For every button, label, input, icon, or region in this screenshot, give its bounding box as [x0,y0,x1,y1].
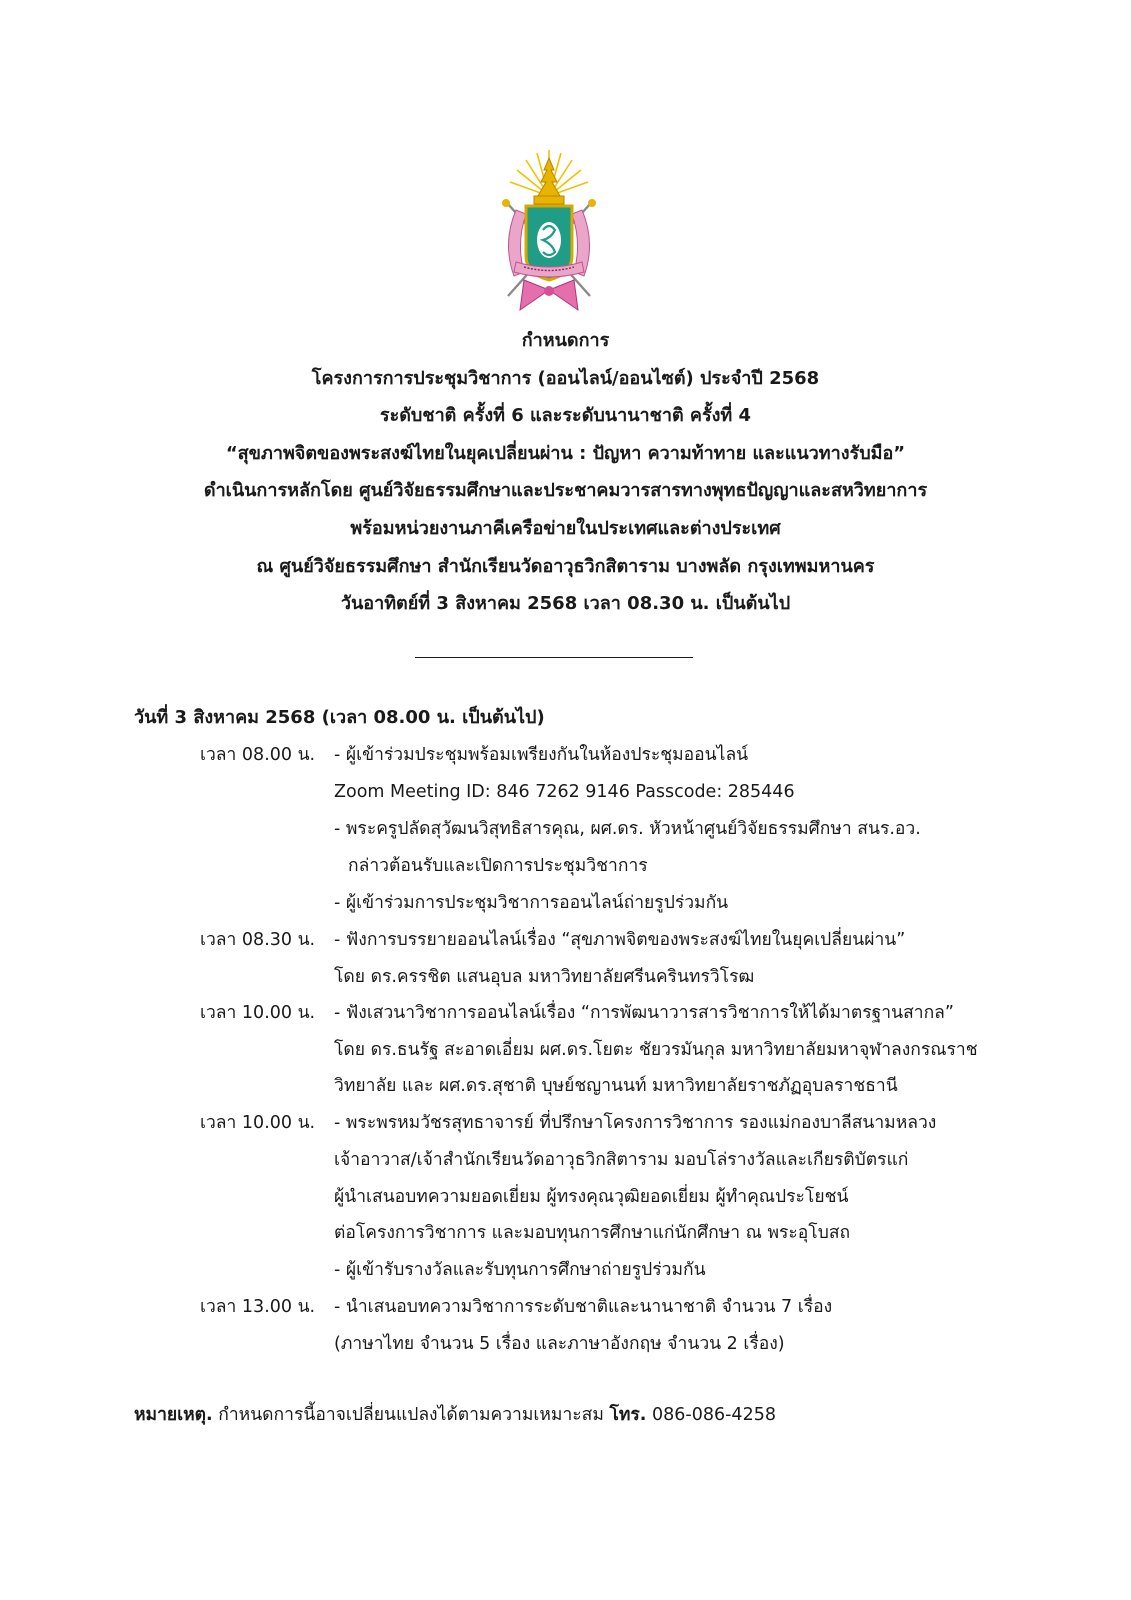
schedule-time: เวลา 08.00 น. [200,745,316,765]
document-header [100,322,1031,623]
schedule-line: - ฟังเสวนาวิชาการออนไลน์เรื่อง “การพัฒนาวารสารวิชาการให้ได้มาตรฐานสากล” [334,1003,954,1023]
schedule-line: ต่อโครงการวิชาการ และมอบทุนการศึกษาแก่นักศึกษา ณ พระอุโบสถ [334,1223,851,1243]
phone-number: 086-086-4258 [646,1405,776,1425]
schedule-line: วิทยาลัย และ ผศ.ดร.สุชาติ บุษย์ชญานนท์ มหาวิทยาลัยราชภัฏอุบลราชธานี [334,1076,898,1096]
footnote [134,1402,776,1428]
schedule-date-heading: วันที่ 3 สิงหาคม 2568 (เวลา 08.00 น. เป็นต้นไป) [134,707,545,728]
schedule-line: โดย ดร.ครรชิต แสนอุบล มหาวิทยาลัยศรีนครินทรวิโรฒ [334,967,755,987]
schedule-time: เวลา 08.30 น. [200,930,316,950]
schedule-time: เวลา 10.00 น. [200,1003,316,1023]
header-conference-theme: “สุขภาพจิตของพระสงฆ์ไทยในยุคเปลี่ยนผ่าน : ปัญหา ความท้าทาย และแนวทางรับมือ” [225,442,906,464]
schedule-line: Zoom Meeting ID: 846 7262 9146 Passcode: 285446 [334,782,795,802]
footnote-text: กำหนดการนี้อาจเปลี่ยนแปลงได้ตามความเหมาะสม [212,1405,610,1425]
schedule-time: เวลา 13.00 น. [200,1297,316,1317]
header-organizer: ดำเนินการหลักโดย ศูนย์วิจัยธรรมศึกษาและประชาคมวารสารทางพุทธปัญญาและสหวิทยาการ [203,480,928,502]
schedule-line: - พระพรหมวัชรสุทธาจารย์ ที่ปรึกษาโครงการวิชาการ รองแม่กองบาลีสนามหลวง [334,1113,937,1133]
schedule-line: - ผู้เข้าร่วมประชุมพร้อมเพรียงกันในห้องประชุมออนไลน์ [334,745,749,765]
schedule-line: เจ้าอาวาส/เจ้าสำนักเรียนวัดอาวุธวิกสิตาราม มอบโล่รางวัลและเกียรติบัตรแก่ [334,1150,909,1170]
header-title: กำหนดการ [521,330,610,351]
schedule-line: - พระครูปลัดสุวัฒนวิสุทธิสารคุณ, ผศ.ดร. หัวหน้าศูนย์วิจัยธรรมศึกษา สนร.อว. [334,819,921,839]
schedule-line: ผู้นำเสนอบทความยอดเยี่ยม ผู้ทรงคุณวุฒิยอดเยี่ยม ผู้ทำคุณประโยชน์ [334,1187,849,1207]
schedule-line: (ภาษาไทย จำนวน 5 เรื่อง และภาษาอังกฤษ จำนวน 2 เรื่อง) [334,1334,785,1354]
schedule-line: กล่าวต้อนรับและเปิดการประชุมวิชาการ [348,856,648,876]
header-conference-level: ระดับชาติ ครั้งที่ 6 และระดับนานาชาติ ครั้งที่ 4 [379,405,752,427]
header-event-date: วันอาทิตย์ที่ 3 สิงหาคม 2568 เวลา 08.30 น. เป็นต้นไป [340,593,791,615]
schedule-time: เวลา 10.00 น. [200,1113,316,1133]
header-project-name: โครงการการประชุมวิชาการ (ออนไลน์/ออนไซต์) ประจำปี 2568 [311,367,820,389]
schedule-line: โดย ดร.ธนรัฐ สะอาดเอี่ยม ผศ.ดร.โยตะ ชัยวรมันกุล มหาวิทยาลัยมหาจุฬาลงกรณราช [334,1040,978,1060]
phone-label: โทร. [609,1405,647,1425]
schedule-line: - นำเสนอบทความวิชาการระดับชาติและนานาชาติ จำนวน 7 เรื่อง [334,1297,833,1317]
temple-emblem-icon [494,148,604,316]
header-venue: ณ ศูนย์วิจัยธรรมศึกษา สำนักเรียนวัดอาวุธวิกสิตาราม บางพลัด กรุงเทพมหานคร [256,555,875,577]
schedule-line: - ฟังการบรรยายออนไลน์เรื่อง “สุขภาพจิตของพระสงฆ์ไทยในยุคเปลี่ยนผ่าน” [334,930,906,950]
header-partners: พร้อมหน่วยงานภาคีเครือข่ายในประเทศและต่างประเทศ [350,517,781,539]
schedule-line: - ผู้เข้ารับรางวัลและรับทุนการศึกษาถ่ายรูปร่วมกัน [334,1260,706,1280]
schedule-line: - ผู้เข้าร่วมการประชุมวิชาการออนไลน์ถ่ายรูปร่วมกัน [334,893,729,913]
divider-line [415,657,693,658]
footnote-label: หมายเหตุ. [134,1405,213,1425]
